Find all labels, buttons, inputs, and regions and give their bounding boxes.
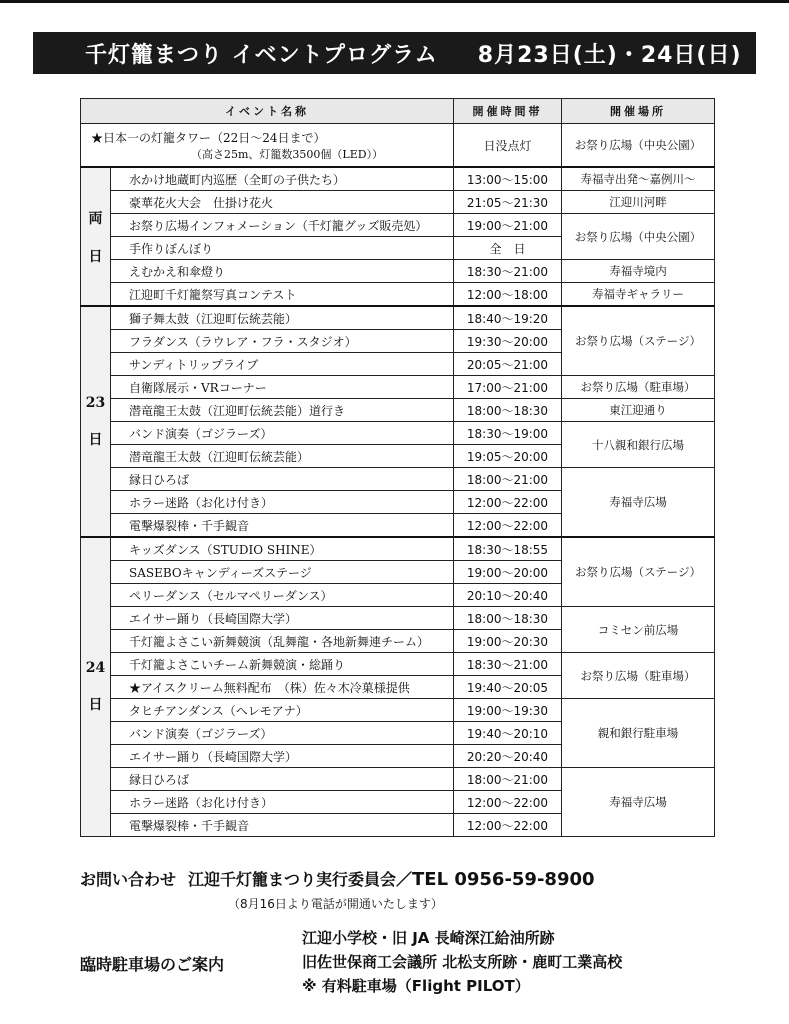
table-row	[81, 699, 715, 722]
parking-line-1: 江迎小学校・旧 JA 長崎深江給油所跡	[302, 929, 555, 947]
event-time: 17:00〜21:00	[454, 376, 562, 399]
event-name: 縁日ひろば	[111, 768, 454, 791]
event-name: 手作りぼんぼり	[111, 237, 454, 260]
d23-day-cell	[81, 306, 111, 537]
event-name: タヒチアンダンス（ヘレモアナ）	[111, 699, 454, 722]
special-venue: お祭り広場（中央公園）	[562, 124, 715, 168]
event-venue: お祭り広場（ステージ）	[562, 537, 715, 607]
event-time: 20:05〜21:00	[454, 353, 562, 376]
event-name: バンド演奏（ゴジラーズ）	[111, 422, 454, 445]
event-time: 12:00〜22:00	[454, 814, 562, 837]
parking-label: 臨時駐車場のご案内	[80, 955, 225, 974]
event-time: 20:10〜20:40	[454, 584, 562, 607]
top-rule	[0, 0, 789, 3]
event-name: サンディトリップライブ	[111, 353, 454, 376]
event-name: えむかえ和傘燈り	[111, 260, 454, 283]
both-day-label: 両	[88, 210, 103, 227]
event-name: バンド演奏（ゴジラーズ）	[111, 722, 454, 745]
table-row	[81, 260, 715, 283]
event-dates: 8月23日(土)・24日(日)	[477, 42, 742, 68]
table-header-row	[81, 99, 715, 124]
event-name: ホラー迷路（お化け付き）	[111, 491, 454, 514]
table-row	[81, 283, 715, 307]
event-name: 獅子舞太鼓（江迎町伝統芸能）	[111, 306, 454, 330]
event-name: 自衛隊展示・VRコーナー	[111, 376, 454, 399]
event-name: 千灯籠よさこいチーム新舞競演・総踊り	[111, 653, 454, 676]
event-time: 20:20〜20:40	[454, 745, 562, 768]
event-time: 12:00〜22:00	[454, 491, 562, 514]
event-time: 18:00〜18:30	[454, 607, 562, 630]
d24-day-label: 日	[88, 697, 103, 713]
event-name: 縁日ひろば	[111, 468, 454, 491]
event-venue: 寿福寺広場	[562, 468, 715, 538]
table-row	[81, 376, 715, 399]
table-row	[81, 607, 715, 630]
parking-line-2: 旧佐世保商工会議所 北松支所跡・鹿町工業高校	[302, 953, 623, 971]
event-venue: 寿福寺出発〜嘉例川〜	[562, 167, 715, 191]
parking-lines	[302, 926, 622, 998]
event-venue: 江迎川河畔	[562, 191, 715, 214]
event-time: 21:05〜21:30	[454, 191, 562, 214]
event-time: 19:40〜20:05	[454, 676, 562, 699]
d23-day-label: 日	[88, 431, 103, 448]
table-row	[81, 468, 715, 491]
event-venue: お祭り広場（ステージ）	[562, 306, 715, 376]
event-time: 18:30〜21:00	[454, 653, 562, 676]
special-time: 日没点灯	[454, 124, 562, 168]
header-event-name: イベント名称	[81, 99, 454, 124]
both-day-cell	[81, 167, 111, 306]
table-row-special	[81, 124, 715, 168]
both-day-label: 日	[88, 248, 103, 265]
event-venue: 寿福寺ギャラリー	[562, 283, 715, 307]
event-venue: 東江迎通り	[562, 399, 715, 422]
event-time: 18:00〜18:30	[454, 399, 562, 422]
event-name: 潜竜龍王太鼓（江迎町伝統芸能）	[111, 445, 454, 468]
event-time: 19:05〜20:00	[454, 445, 562, 468]
event-time: 12:00〜22:00	[454, 514, 562, 538]
contact-info	[80, 867, 595, 890]
contact-org: 江迎千灯籠まつり実行委員会／	[188, 870, 413, 889]
event-name: キッズダンス（STUDIO SHINE）	[111, 537, 454, 561]
contact-tel: TEL 0956-59-8900	[412, 869, 595, 890]
d23-day-label: 23	[85, 394, 106, 411]
event-name: 豪華花火大会 仕掛け花火	[111, 191, 454, 214]
event-time: 19:00〜19:30	[454, 699, 562, 722]
event-time: 18:30〜19:00	[454, 422, 562, 445]
d24-day-label: 24	[85, 660, 106, 676]
event-time: 19:30〜20:00	[454, 330, 562, 353]
table-row	[81, 768, 715, 791]
table-row	[81, 306, 715, 330]
event-time: 18:00〜21:00	[454, 768, 562, 791]
table-row	[81, 399, 715, 422]
table-row	[81, 422, 715, 445]
event-time: 18:40〜19:20	[454, 306, 562, 330]
parking-line-3: ※ 有料駐車場（Flight PILOT）	[302, 977, 530, 995]
title-banner	[33, 32, 756, 74]
event-venue: お祭り広場（駐車場）	[562, 653, 715, 699]
table-row	[81, 191, 715, 214]
event-time: 18:00〜21:00	[454, 468, 562, 491]
page-title: 千灯籠まつり イベントプログラム	[85, 42, 438, 68]
event-name: ペリーダンス（セルマペリーダンス）	[111, 584, 454, 607]
event-venue: 寿福寺広場	[562, 768, 715, 837]
special-event-cell	[81, 124, 454, 168]
event-venue: 寿福寺境内	[562, 260, 715, 283]
d24-day-cell	[81, 537, 111, 837]
event-name: 江迎町千灯籠祭写真コンテスト	[111, 283, 454, 307]
event-name: フラダンス（ラウレア・フラ・スタジオ）	[111, 330, 454, 353]
table-row	[81, 653, 715, 676]
special-event-line2: （高さ25m、灯籠数3500個（LED））	[191, 147, 384, 161]
event-time: 19:00〜20:00	[454, 561, 562, 584]
event-name: SASEBOキャンディーズステージ	[111, 561, 454, 584]
event-time: 全 日	[454, 237, 562, 260]
event-time: 12:00〜18:00	[454, 283, 562, 307]
event-name: 電撃爆裂棒・千手観音	[111, 514, 454, 538]
event-name: エイサー踊り（長崎国際大学）	[111, 607, 454, 630]
contact-note: （8月16日より電話が開通いたします）	[228, 897, 443, 911]
event-name: 電撃爆裂棒・千手観音	[111, 814, 454, 837]
event-venue: コミセン前広場	[562, 607, 715, 653]
event-time: 19:00〜20:30	[454, 630, 562, 653]
event-name: 潜竜龍王太鼓（江迎町伝統芸能）道行き	[111, 399, 454, 422]
event-time: 19:40〜20:10	[454, 722, 562, 745]
contact-label: お問い合わせ	[80, 870, 177, 889]
event-time: 19:00〜21:00	[454, 214, 562, 237]
program-table	[80, 98, 715, 837]
event-name: お祭り広場インフォメーション（千灯籠グッズ販売処）	[111, 214, 454, 237]
event-time: 18:30〜18:55	[454, 537, 562, 561]
event-time: 13:00〜15:00	[454, 167, 562, 191]
event-name: ホラー迷路（お化け付き）	[111, 791, 454, 814]
event-venue: 十八親和銀行広場	[562, 422, 715, 468]
header-venue: 開催場所	[562, 99, 715, 124]
event-venue: お祭り広場（駐車場）	[562, 376, 715, 399]
table-row	[81, 537, 715, 561]
event-name: 水かけ地蔵町内巡歴（全町の子供たち）	[111, 167, 454, 191]
special-event-line1: ★日本一の灯籠タワー（22日〜24日まで）	[91, 130, 326, 145]
event-name: ★アイスクリーム無料配布 （株）佐々木冷菓様提供	[111, 676, 454, 699]
event-name: 千灯籠よさこい新舞競演（乱舞龍・各地新舞連チーム）	[111, 630, 454, 653]
table-row	[81, 167, 715, 191]
event-venue: お祭り広場（中央公園）	[562, 214, 715, 260]
event-time: 12:00〜22:00	[454, 791, 562, 814]
event-time: 18:30〜21:00	[454, 260, 562, 283]
event-venue: 親和銀行駐車場	[562, 699, 715, 768]
table-row	[81, 214, 715, 237]
header-time: 開催時間帯	[454, 99, 562, 124]
event-name: エイサー踊り（長崎国際大学）	[111, 745, 454, 768]
